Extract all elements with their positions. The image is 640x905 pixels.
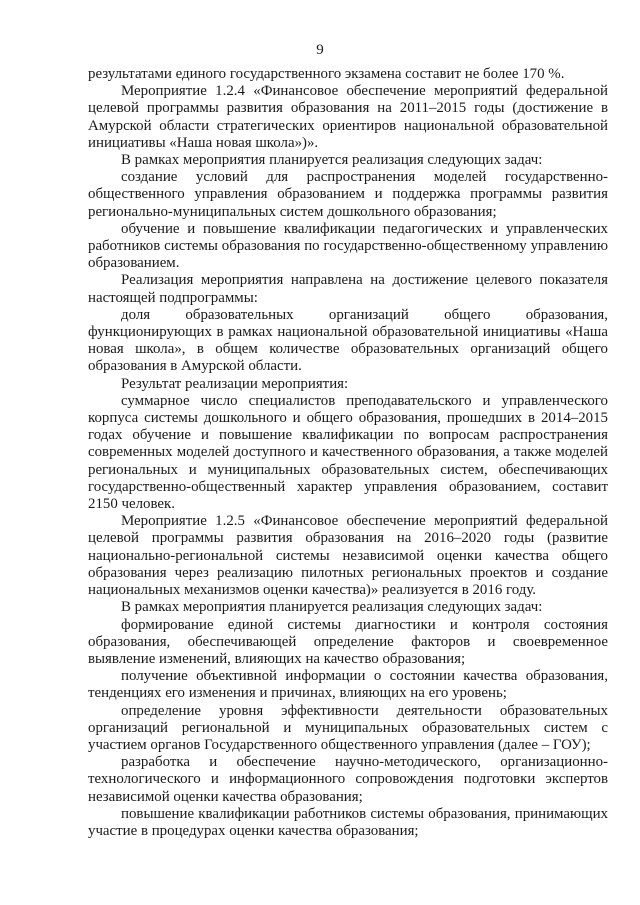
paragraph: формирование единой системы диагностики и контроля состояния образования, обеспечивающей определение факторов и своевременное выявление изменений, влияющих на качество образования;	[88, 616, 608, 667]
paragraph: результатами единого государственного экзамена составит не более 170 %.	[88, 66, 565, 82]
paragraph: обучение и повышение квалификации педагогических и управленческих работников системы образования по государственно-общественному управлению образованием.	[88, 220, 608, 272]
paragraph: Реализация мероприятия направлена на достижение целевого показателя настоящей подпрограммы:	[88, 272, 608, 306]
paragraph: Мероприятие 1.2.4 «Финансовое обеспечение мероприятий федеральной целевой программы развития образования на 2011–2015 годы (достижение в Амурской области стратегических ориентиров национальной образовательной инициативы «Наша новая школа»)».	[88, 83, 608, 151]
document-body	[88, 66, 608, 840]
paragraph: получение объективной информации о состоянии качества образования, тенденциях его изменения и причинах, влияющих на его уровень;	[88, 668, 608, 702]
paragraph: повышение квалификации работников системы образования, принимающих участие в процедурах оценки качества образования;	[88, 805, 608, 839]
paragraph: В рамках мероприятия планируется реализация следующих задач:	[121, 152, 543, 169]
paragraph: В рамках мероприятия планируется реализация следующих задач:	[121, 599, 543, 616]
paragraph: определение уровня эффективности деятельности образовательных организаций региональной и муниципальных образовательных систем с участием органов Государственного общественного управления (далее – ГОУ);	[88, 702, 608, 753]
paragraph: разработка и обеспечение научно-методического, организационно-технологического и информационного сопровождения подготовки экспертов независимой оценки качества образования;	[88, 754, 608, 805]
paragraph: Результат реализации мероприятия:	[121, 375, 349, 392]
paragraph: суммарное число специалистов преподавательского и управленческого корпуса системы дошкольного и общего образования, прошедших в 2014–2015 годах обучение и повышение квалификации по вопросам распространения современных моделей доступного и качественного образования, а также моделей региональных и муниципальных образовательных систем, обеспечивающих государственно-общественный характер управления образованием, составит 2150 человек.	[88, 392, 608, 513]
page-number: 9	[316, 42, 324, 58]
paragraph: доля образовательных организаций общего образования, функционирующих в рамках национальной образовательной инициативы «Наша новая школа», в общем количестве образовательных организаций общего образования в Амурской области.	[88, 306, 608, 375]
paragraph: Мероприятие 1.2.5 «Финансовое обеспечение мероприятий федеральной целевой программы развития образования на 2016–2020 годы (развитие национально-региональной системы независимой оценки качества общего образования через реализацию пилотных региональных проектов и создание национальных механизмов оценки качества)» реализуется в 2016 году.	[88, 513, 608, 599]
paragraph: создание условий для распространения моделей государственно-общественного управления образованием и поддержка программы развития регионально-муниципальных систем дошкольного образования;	[88, 169, 608, 220]
